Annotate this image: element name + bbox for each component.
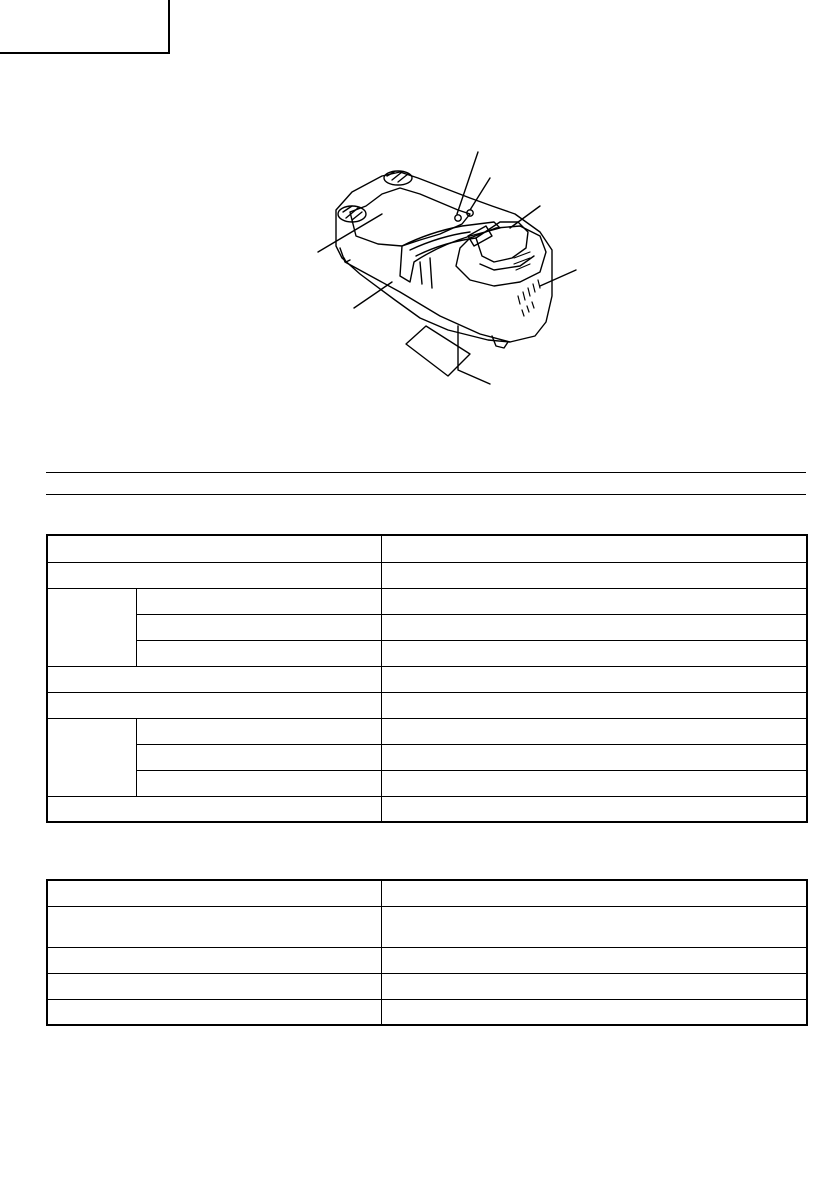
table-row [47,588,807,614]
table-cell [381,999,807,1025]
callout-line-4 [540,270,576,286]
table-cell [47,796,381,822]
accessories-table [46,879,808,1026]
table-row [47,999,807,1025]
table-cell [381,880,807,906]
table-cell [381,692,807,718]
table-cell [136,744,381,770]
table-row [47,718,807,744]
table-cell [381,666,807,692]
table-cell [381,906,807,947]
table-group-cell [47,588,136,666]
callout-line-6 [354,282,392,308]
callout-line-2 [470,178,490,210]
callout-line-3 [510,206,540,228]
table-cell [381,535,807,562]
table-cell [381,718,807,744]
table-cell [47,906,381,947]
table-row [47,796,807,822]
table-cell [47,947,381,973]
pilot-lamp-1 [455,215,461,221]
table-group-cell [47,718,136,796]
table-cell [47,535,381,562]
table-cell [381,588,807,614]
table-cell [381,614,807,640]
table-cell [47,562,381,588]
table-cell [136,614,381,640]
section-rule-top [46,472,806,473]
table-row [47,744,807,770]
charger-top-panel [350,188,470,246]
table-cell [381,562,807,588]
callout-line-1 [457,152,478,214]
table-row [47,666,807,692]
charger-base [340,248,510,342]
table-cell [381,770,807,796]
table-cell [136,718,381,744]
table-cell [381,973,807,999]
side-vent [518,280,540,316]
table-row [47,770,807,796]
table-cell [381,947,807,973]
table-cell [47,880,381,906]
charger-body [336,172,552,342]
table-cell [47,999,381,1025]
callout-line-5 [318,214,382,252]
table-row [47,614,807,640]
table-cell [136,770,381,796]
table-cell [381,796,807,822]
table-cell [47,692,381,718]
table-row [47,947,807,973]
table-row [47,562,807,588]
table-row [47,906,807,947]
table-row [47,973,807,999]
table-cell [381,640,807,666]
specifications-table [46,534,808,823]
section-rule-bottom [46,494,806,495]
table-row [47,880,807,906]
table-cell [47,973,381,999]
charger-figure [0,0,840,420]
cable-channel [400,222,500,282]
table-cell [47,666,381,692]
table-cell [136,588,381,614]
table-row [47,535,807,562]
table-cell [381,744,807,770]
table-cell [136,640,381,666]
table-row [47,692,807,718]
table-row [47,640,807,666]
